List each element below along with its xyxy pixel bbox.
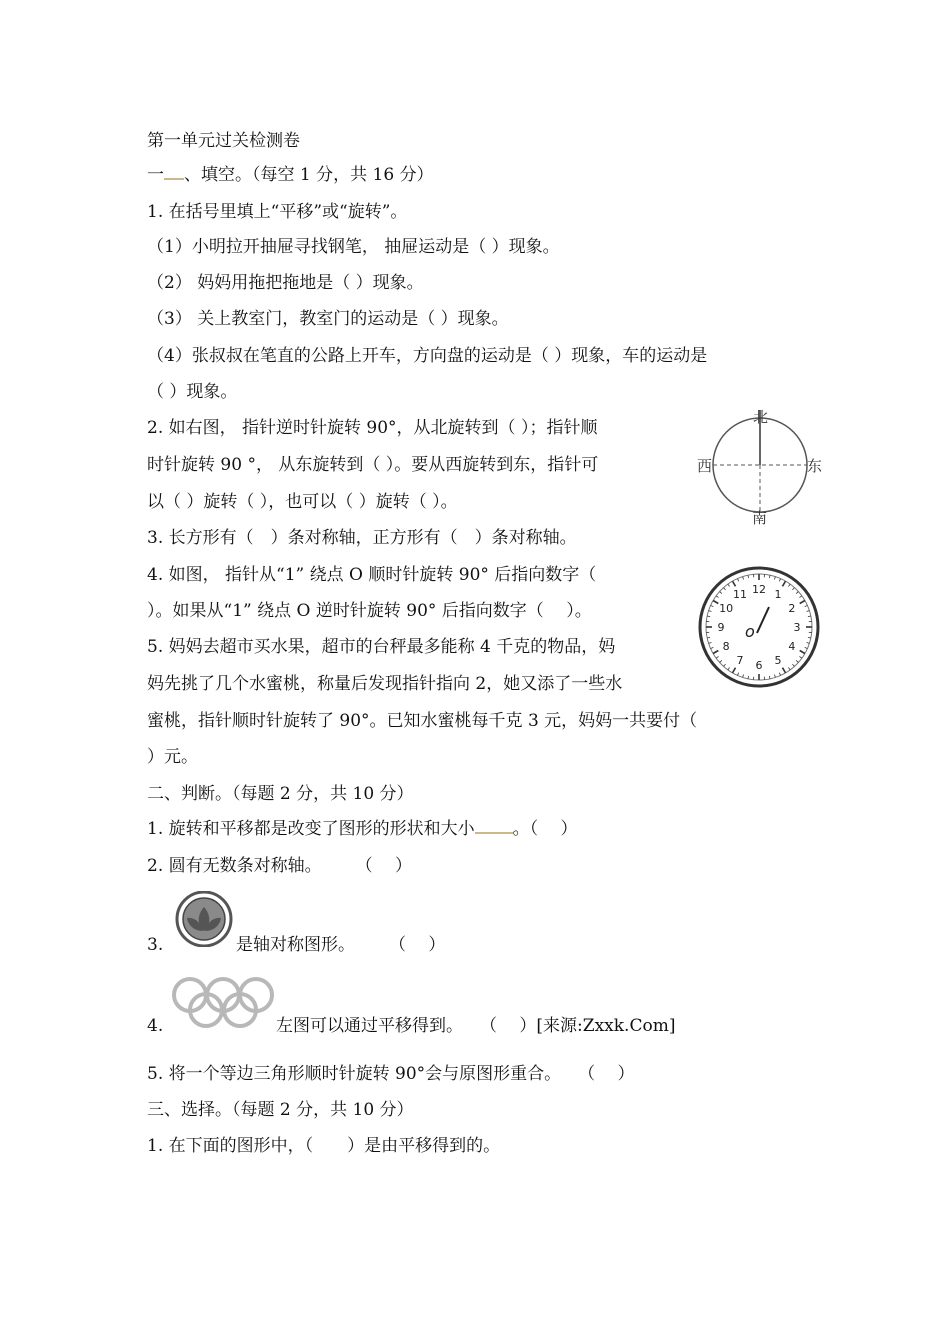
- clock-tick: [709, 642, 712, 643]
- clock-tick: [796, 660, 798, 662]
- clock-hand: [757, 607, 769, 633]
- clock-numeral: 3: [793, 621, 801, 634]
- clock-tick: [805, 605, 808, 606]
- clock-tick: [792, 664, 794, 666]
- clock-numeral: 5: [774, 653, 782, 667]
- clock-numeral: 8: [722, 640, 730, 653]
- clock-tick: [769, 575, 770, 578]
- s2-question-1-text: 1. 旋转和平移都是改变了图形的形状和大小: [147, 819, 475, 839]
- clock-tick: [716, 596, 718, 598]
- clock-tick: [711, 647, 714, 648]
- clock-center-label: o: [745, 622, 755, 641]
- clock-tick: [805, 647, 808, 648]
- section2-heading: 二、判断。（每题 2 分，共 10 分）: [147, 784, 414, 804]
- section3-heading: 三、选择。（每题 2 分，共 10 分）: [147, 1100, 414, 1120]
- clock-tick: [769, 676, 770, 679]
- clock-tick: [774, 675, 775, 678]
- s1-question-1-4b: （ ）现象。: [147, 382, 238, 402]
- clock-tick: [799, 596, 801, 598]
- s1-question-5c: 蜜桃，指针顺时针旋转了 90°。已知水蜜桃每千克 3 元，妈妈一共要付（: [147, 711, 698, 731]
- compass-east-label: 东: [807, 457, 823, 475]
- s1-question-1-4a: （4）张叔叔在笔直的公路上开车，方向盘的运动是（ ）现象，车的运动是: [147, 346, 708, 366]
- clock-tick: [707, 616, 710, 617]
- section1-prefix: 一: [147, 165, 164, 185]
- clock-numeral: 6: [755, 659, 763, 672]
- s2-question-3-number: 3.: [147, 935, 164, 955]
- blank-underline: [164, 164, 184, 180]
- s1-question-4a: 4. 如图， 指针从“1” 绕点 O 顺时针旋转 90° 后指向数字（: [147, 565, 597, 585]
- clock-tick: [800, 651, 805, 654]
- blank-underline: [475, 818, 513, 834]
- clock-tick: [792, 588, 794, 590]
- page-title: 第一单元过关检测卷: [147, 131, 300, 151]
- s1-question-1-1: （1）小明拉开抽屉寻找钢笔， 抽屉运动是（ ）现象。: [147, 237, 560, 257]
- clock-tick: [796, 592, 798, 594]
- clock-tick: [799, 656, 801, 658]
- olympic-rings-image: [170, 975, 276, 1031]
- clock-tick: [748, 676, 749, 679]
- s1-question-2a: 2. 如右图， 指针逆时针旋转 90°，从北旋转到（ ）；指针顺: [147, 418, 598, 438]
- s1-question-5d: ）元。: [147, 747, 198, 767]
- compass-south-label: 南: [752, 509, 768, 525]
- compass-figure: [695, 405, 825, 525]
- s2-question-1-end: 。（ ）: [512, 819, 578, 839]
- clock-tick: [728, 667, 730, 669]
- clock-tick: [733, 581, 736, 586]
- leaf-logo-image: [173, 891, 235, 947]
- clock-tick: [800, 601, 805, 604]
- clock-numeral: 10: [719, 602, 734, 615]
- clock-tick: [748, 575, 749, 578]
- clock-numeral: 4: [788, 640, 796, 653]
- clock-tick: [788, 584, 790, 586]
- clock-tick: [743, 675, 744, 678]
- clock-figure: [697, 565, 821, 689]
- s1-question-2b: 时针旋转 90 °， 从东旋转到（ ）。要从西旋转到东，指针可: [147, 455, 599, 475]
- s1-question-5a: 5. 妈妈去超市买水果，超市的台秤最多能称 4 千克的物品，妈: [147, 637, 616, 657]
- s2-question-3: 是轴对称图形。 （ ）: [236, 935, 446, 955]
- clock-numeral: 1: [774, 588, 782, 602]
- clock-tick: [724, 664, 726, 666]
- s1-question-5b: 妈先挑了几个水蜜桃，称量后发现指针指向 2，她又添了一些水: [147, 674, 623, 694]
- clock-tick: [711, 605, 714, 606]
- s2-question-4-number: 4.: [147, 1016, 164, 1036]
- clock-tick: [737, 673, 738, 676]
- clock-tick: [743, 577, 744, 580]
- section1-heading-text: 、填空。（每空 1 分，共 16 分）: [184, 165, 434, 185]
- s2-question-1: [147, 818, 578, 840]
- clock-tick: [807, 611, 810, 612]
- clock-tick: [779, 673, 780, 676]
- clock-tick: [788, 667, 790, 669]
- clock-tick: [779, 579, 780, 582]
- clock-tick: [808, 616, 811, 617]
- s1-question-4b: ）。如果从“1” 绕点 O 逆时针旋转 90° 后指向数字（ ）。: [147, 601, 592, 621]
- clock-numeral: 11: [733, 588, 747, 602]
- clock-numeral: 9: [717, 621, 725, 634]
- compass-west-label: 西: [697, 457, 713, 475]
- clock-tick: [713, 601, 718, 604]
- s1-question-1-3: （3） 关上教室门，教室门的运动是（ ）现象。: [147, 309, 509, 329]
- clock-tick: [720, 592, 722, 594]
- s2-question-2: 2. 圆有无数条对称轴。 （ ）: [147, 856, 413, 876]
- clock-numeral: 7: [736, 653, 744, 667]
- clock-tick: [774, 577, 775, 580]
- section1-heading: [147, 164, 434, 186]
- clock-tick: [724, 588, 726, 590]
- s3-question-1: 1. 在下面的图形中，（ ）是由平移得到的。: [147, 1136, 501, 1156]
- s1-question-3: 3. 长方形有（ ）条对称轴，正方形有（ ）条对称轴。: [147, 528, 577, 548]
- clock-tick: [783, 581, 786, 586]
- clock-tick: [713, 651, 718, 654]
- clock-tick: [733, 668, 736, 673]
- clock-tick: [709, 611, 712, 612]
- compass-north-label: 北: [753, 408, 769, 426]
- s1-question-1: 1. 在括号里填上“平移”或“旋转”。: [147, 202, 408, 222]
- clock-tick: [737, 579, 738, 582]
- s1-question-2c: 以（ ）旋转（ ），也可以（ ）旋转（ ）。: [147, 492, 458, 512]
- clock-tick: [808, 637, 811, 638]
- s2-question-4: 左图可以通过平移得到。 （ ）[来源:Zxxk.Com]: [276, 1016, 676, 1036]
- clock-numeral: 2: [788, 602, 796, 615]
- clock-tick: [783, 668, 786, 673]
- s1-question-1-2: （2） 妈妈用拖把拖地是（ ）现象。: [147, 273, 424, 293]
- clock-tick: [728, 584, 730, 586]
- clock-tick: [807, 642, 810, 643]
- clock-numeral: 12: [752, 583, 766, 596]
- clock-tick: [707, 637, 710, 638]
- clock-tick: [716, 656, 718, 658]
- clock-tick: [720, 660, 722, 662]
- s2-question-5: 5. 将一个等边三角形顺时针旋转 90°会与原图形重合。 （ ）: [147, 1064, 635, 1084]
